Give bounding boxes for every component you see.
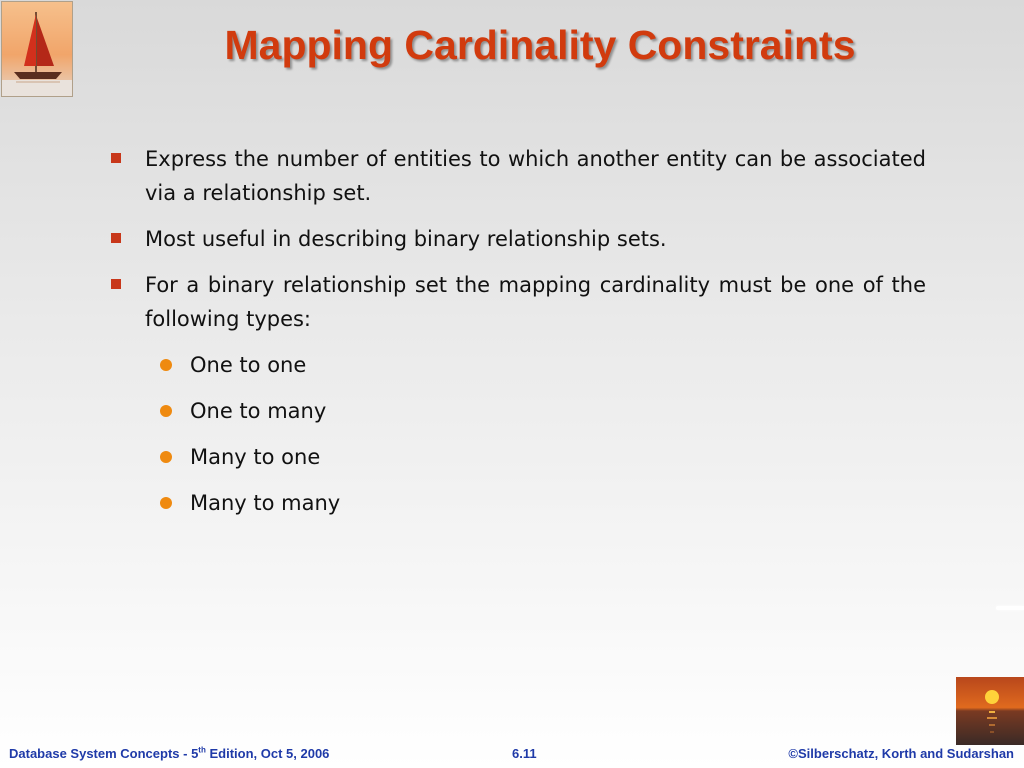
footer-edition-sup: th — [198, 745, 206, 755]
sub-bullet-item — [108, 348, 926, 382]
sub-bullet-text: Many to many — [190, 491, 341, 515]
square-bullet-icon — [111, 233, 121, 243]
sub-bullet-text: One to one — [190, 353, 307, 377]
decorative-highlight — [996, 606, 1024, 610]
bullet-item — [108, 268, 926, 336]
sailboat-logo-icon — [1, 1, 73, 97]
circle-bullet-icon — [160, 359, 172, 371]
sunset-logo-icon — [956, 677, 1024, 745]
footer-book-suffix: Edition, Oct 5, 2006 — [205, 746, 330, 761]
sub-bullet-text: One to many — [190, 399, 327, 423]
square-bullet-icon — [111, 279, 121, 289]
bullet-item — [108, 142, 926, 210]
slide-footer — [0, 746, 1024, 768]
circle-bullet-icon — [160, 451, 172, 463]
circle-bullet-icon — [160, 405, 172, 417]
bullet-text: For a binary relationship set the mapping cardinality must be one of the following types: — [145, 273, 926, 331]
bullet-item — [108, 222, 926, 256]
sub-bullet-item — [108, 440, 926, 474]
square-bullet-icon — [111, 153, 121, 163]
footer-copyright: ©Silberschatz, Korth and Sudarshan — [788, 746, 1014, 761]
slide-title: Mapping Cardinality Constraints — [224, 22, 856, 68]
sub-bullet-item — [108, 394, 926, 428]
sub-bullet-item — [108, 486, 926, 520]
footer-book-prefix: Database System Concepts - 5 — [9, 746, 199, 761]
sub-bullet-text: Many to one — [190, 445, 321, 469]
circle-bullet-icon — [160, 497, 172, 509]
bullet-list — [108, 142, 926, 532]
bullet-text: Most useful in describing binary relationship sets. — [145, 227, 667, 251]
bullet-text: Express the number of entities to which another entity can be associated via a relationship set. — [145, 147, 926, 205]
footer-page-number: 6.11 — [512, 746, 537, 761]
footer-book-info — [9, 746, 329, 761]
